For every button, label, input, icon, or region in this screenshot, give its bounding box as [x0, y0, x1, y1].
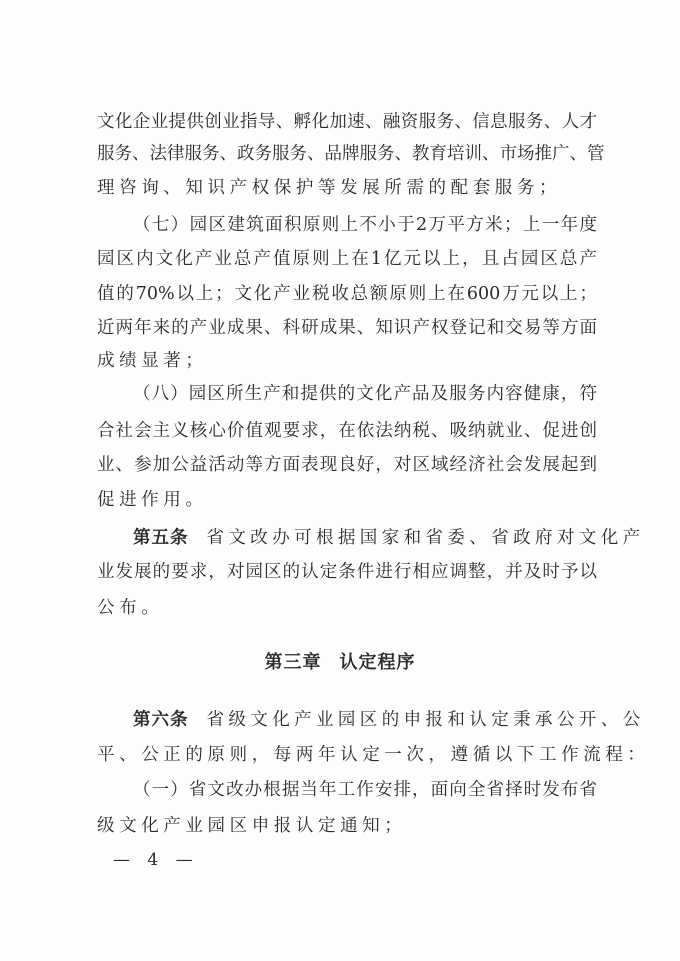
chapter-title: 认定程序 [339, 652, 416, 673]
paragraph-line: 平、公正的原则，每两年认定一次，遵循以下工作流程： [97, 745, 650, 765]
clause-one-line: （一）省文改办根据当年工作安排，面向全省择时发布省 [133, 780, 597, 800]
article-five-line [133, 526, 645, 550]
article-six-text: 省级文化产业园区的申报和认定秉承公开、公 [206, 710, 645, 730]
paragraph-line: 近两年来的产业成果、科研成果、知识产权登记和交易等方面 [97, 318, 597, 338]
paragraph-line: 促进作用。 [97, 490, 208, 510]
paragraph-line: 合社会主义核心价值观要求，在依法纳税、吸纳就业、促进创 [97, 421, 597, 441]
article-six-label: 第六条 [133, 710, 189, 730]
paragraph-line: 园区内文化产业总产值原则上在1亿元以上，且占园区总产 [97, 249, 597, 269]
paragraph-line: 服务、法律服务、政务服务、品牌服务、教育培训、市场推广、管 [97, 144, 605, 164]
paragraph-line: 成绩显著； [97, 351, 208, 371]
paragraph-line: 文化企业提供创业指导、孵化加速、融资服务、信息服务、人才 [97, 112, 597, 132]
paragraph-line: 公布。 [97, 598, 164, 618]
chapter-heading [0, 651, 680, 675]
paragraph-line: 级文化产业园区申报认定通知； [97, 816, 407, 836]
article-five-text: 省文改办可根据国家和省委、省政府对文化产 [206, 528, 645, 548]
paragraph-line: 理咨询、知识产权保护等发展所需的配套服务； [97, 178, 562, 198]
article-five-label: 第五条 [133, 528, 189, 548]
paragraph-line: 业、参加公益活动等方面表现良好，对区域经济社会发展起到 [97, 455, 597, 475]
paragraph-line: 业发展的要求，对园区的认定条件进行相应调整，并及时予以 [97, 562, 597, 582]
clause-seven-line: （七）园区建筑面积原则上不小于2万平方米；上一年度 [133, 215, 597, 235]
chapter-number: 第三章 [264, 652, 322, 673]
paragraph-line: 值的70%以上；文化产业税收总额原则上在600万元以上； [97, 284, 597, 304]
article-six-line [133, 708, 645, 732]
clause-eight-line: （八）园区所生产和提供的文化产品及服务内容健康，符 [133, 384, 597, 404]
page-number: — 4 — [113, 850, 199, 870]
